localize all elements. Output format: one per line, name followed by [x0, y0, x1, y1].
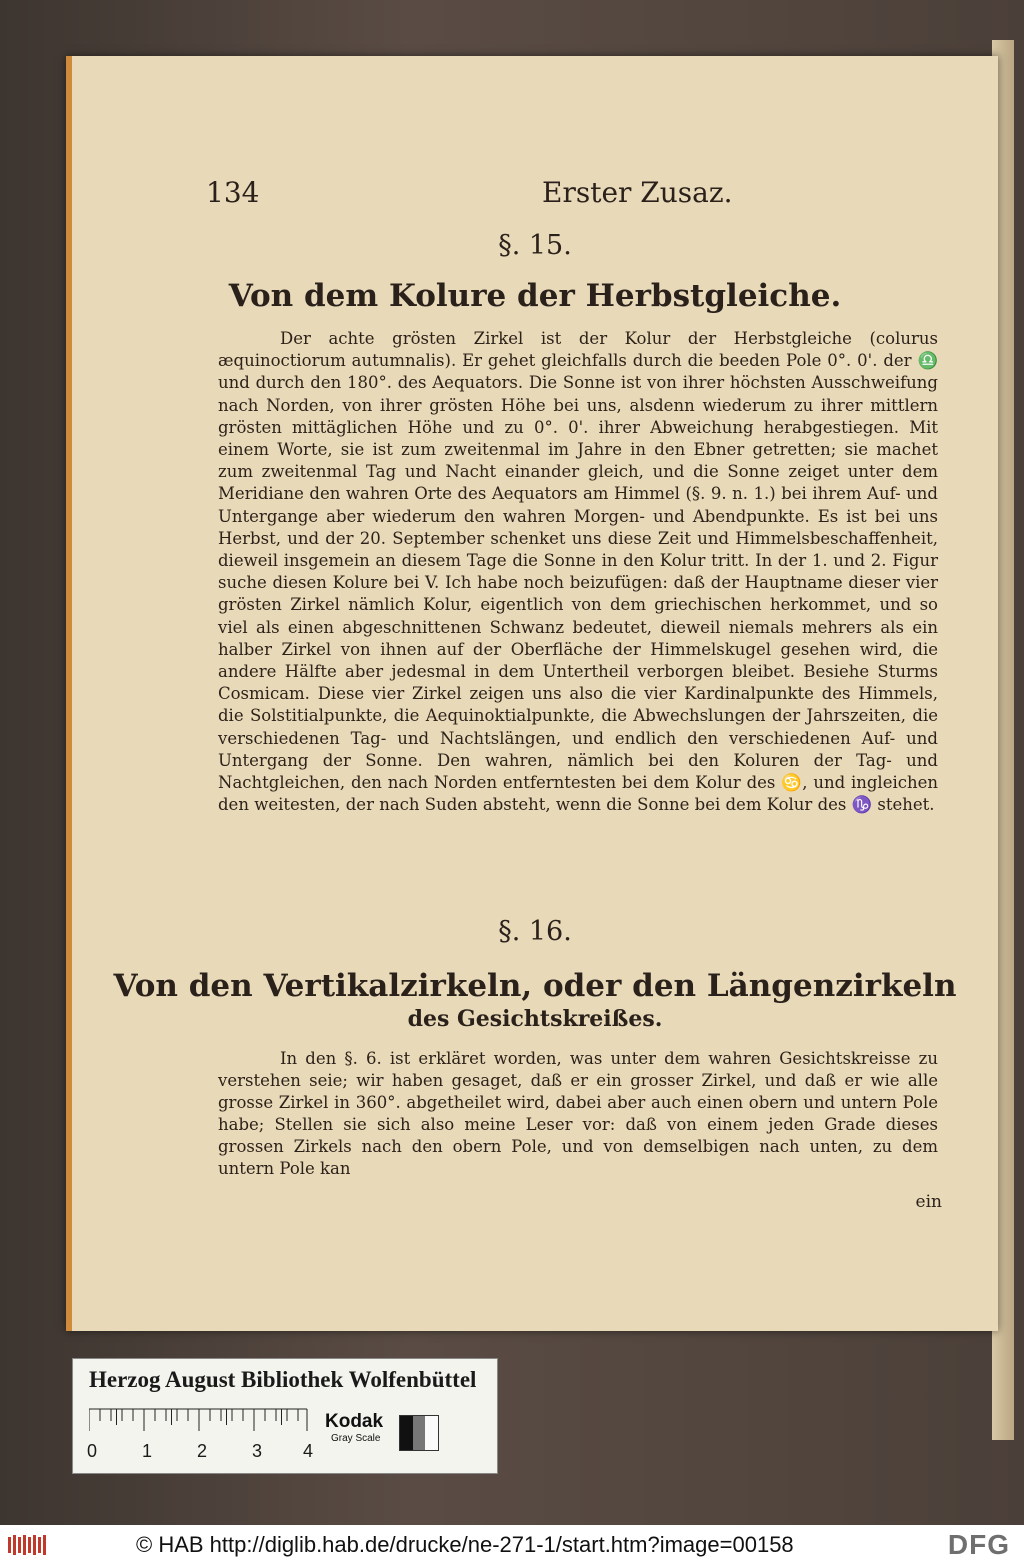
section-15-paragraph: Der achte grösten Zirkel ist der Kolur der Herbstgleiche (colurus æquinoctiorum autumnalis). Er gehet gleichfalls durch die beeden Pole 0°. 0'. der ♎ und durch den 180°. des Aequators. Die Sonne ist von ihrer höchsten Ausschweifung nach Norden, von ihrer grösten Höhe bei uns, alsdenn wiederum zu ihrer mittlern grösten mittäglichen Höhe und zu 0°. 0'. ihrer Abweichung herabgestiegen. Mit einem Worte, sie ist zum zweitenmal im Jahre in den Ebner getretten; sie machet zum zweitenmal Tag und Nacht einander gleich, und die Sonne zeiget unter dem Meridiane den wahren Orte des Aequators am Himmel (§. 9. n. 1.) bei ihrem Auf- und Untergange aber wiederum den wahren Morgen- und Abendpunkte. Es ist bei uns Herbst, und der 20. September schenket uns diese Zeit und Himmelsbeschaffenheit, dieweil insgemein an diesem Tage die Sonne in den Kolur tritt. In der 1. und 2. Figur suche diesen Kolure bei V. Ich habe noch beizufügen: daß der Hauptname dieser vier grösten Zirkel nämlich Kolur, eigentlich von dem griechischen herkommet, und so viel als einen abgeschnittenen Schwanz bedeutet, dieweil niemals mehrers als ein halber Zirkel von ihnen auf der Oberfläche der Himmelskugel gesehen wird, die andere Hälfte aber jedesmal in dem Untertheil verborgen bleibet. Besiehe Sturms Cosmicam. Diese vier Zirkel zeigen uns also die vier Kardinalpunkte des Himmels, die Solstitialpunkte, die Aequinoktialpunkte, die Abwechslungen der Jahrszeiten, die verschiedenen Tag- und Nachtslängen, und endlich den verschiedenen Auf- und Untergang der Sonne. Den wahren, nämlich bei den Koluren der Tag- und Nachtgleichen, den nach Norden entferntesten bei dem Kolur des ♋, und ingleichen den weitesten, der nach Suden absteht, wenn die Sonne bei dem Kolur des ♑ stehet. [218, 329, 938, 815]
running-head-title: Erster Zusaz. [542, 176, 733, 209]
section-16-title: Von den Vertikalzirkeln, oder den Längenzirkeln [113, 968, 957, 1004]
dfg-logo: DFG [947, 1529, 1010, 1560]
section-15-number: §. 15. [498, 230, 572, 261]
footer-bar [0, 1525, 1024, 1565]
section-16-paragraph: In den §. 6. ist erkläret worden, was unter dem wahren Gesichtskreisse zu verstehen seie; wir haben gesaget, daß er ein grosser Zirkel, und daß er wie alle grosse Zirkel in 360°. abgetheilet wird, dabei aber auch einen obern und untern Pole habe; Stellen sie sich also meine Leser vor: daß von einem jeden Grade dieses grossen Zirkels nach den obern Pole, und von demselbigen nach unten, zu dem untern Pole kan [218, 1049, 938, 1178]
ruler-number: 0 [87, 1441, 98, 1461]
copyright-link[interactable]: © HAB http://diglib.hab.de/drucke/ne-271-1/start.htm?image=00158 [136, 1532, 794, 1557]
gray-scale-patches [399, 1415, 439, 1451]
institution-name: Herzog August Bibliothek Wolfenbüttel [89, 1367, 477, 1392]
catchword: ein [915, 1192, 942, 1212]
ruler-numbers [85, 1441, 325, 1463]
ruler-number: 2 [197, 1441, 208, 1461]
section-15-title: Von dem Kolure der Herbstgleiche. [228, 278, 842, 314]
gray-scale-label: Gray Scale [331, 1433, 381, 1444]
color-scale-card [72, 1358, 498, 1474]
running-head [206, 176, 938, 216]
section-16-subtitle: des Gesichtskreißes. [407, 1006, 663, 1032]
ruler-scale [89, 1407, 309, 1431]
kodak-logo: Kodak [325, 1411, 384, 1432]
section-16-number: §. 16. [498, 916, 572, 947]
ruler-number: 1 [142, 1441, 153, 1461]
book-page [66, 56, 998, 1331]
page-number: 134 [206, 176, 260, 209]
hab-logo-icon [6, 1533, 50, 1557]
ruler-number: 4 [303, 1441, 314, 1461]
ruler-number: 3 [252, 1441, 263, 1461]
